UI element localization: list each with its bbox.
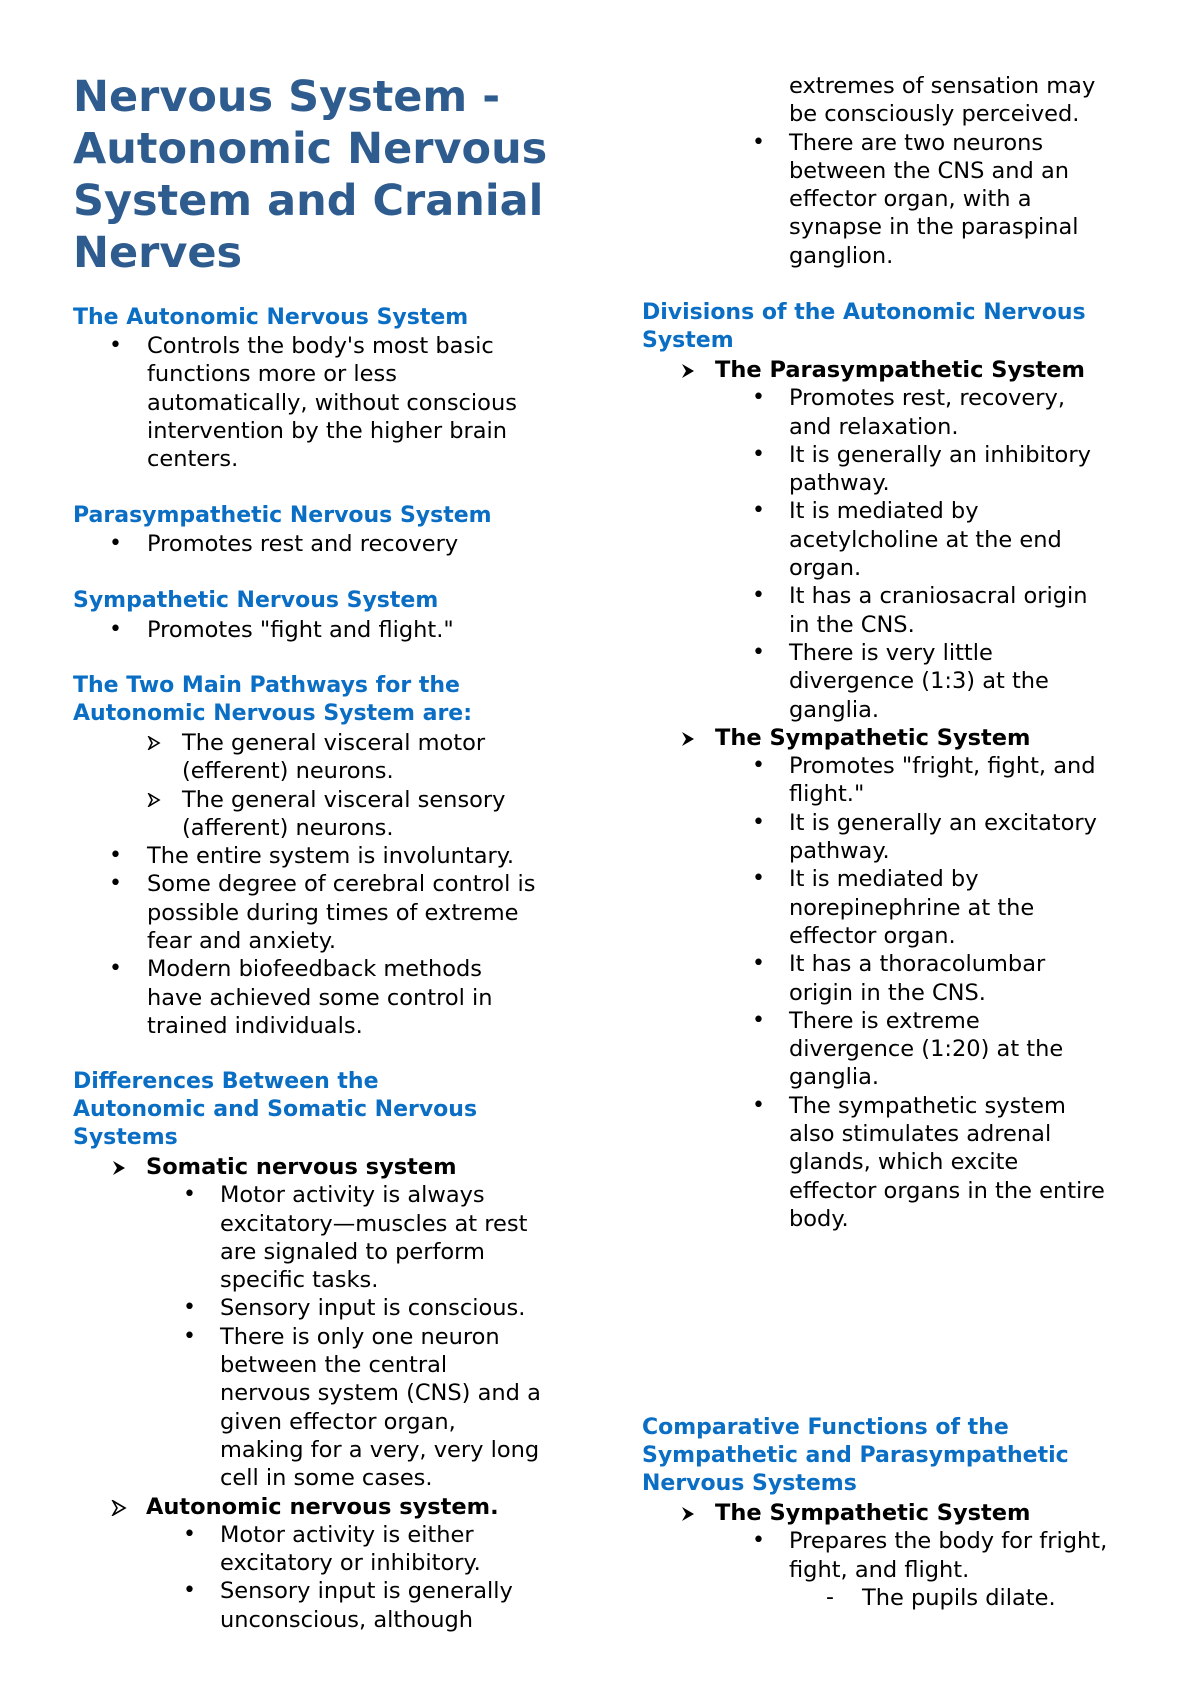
- heading-line: Differences Between the: [73, 1069, 379, 1094]
- text-line: Motor activity is always: [220, 1182, 485, 1209]
- bullet-item: [73, 842, 583, 870]
- arrow-bullet-icon: [680, 1499, 696, 1522]
- bullet-item: [642, 582, 1142, 639]
- differences-list: [73, 1153, 583, 1634]
- bullet-item: [642, 865, 1142, 950]
- text-line: There are two neurons: [789, 129, 1044, 156]
- text-line: The sympathetic system: [789, 1092, 1066, 1119]
- arrow-bullet-icon: [680, 724, 696, 747]
- text-line: effector organs in the entire: [789, 1177, 1105, 1204]
- arrow-item: [642, 1499, 1142, 1527]
- text-line: ganglion.: [789, 242, 894, 269]
- text-line: extremes of sensation may: [789, 73, 1096, 99]
- bullet-item: [73, 1577, 583, 1634]
- bullet-icon: •: [109, 617, 122, 642]
- bullet-item: [73, 616, 583, 644]
- bullet-icon: •: [109, 531, 122, 556]
- text-line: (afferent) neurons.: [182, 814, 394, 841]
- text-line: It has a thoracolumbar: [789, 951, 1046, 978]
- text-line: effector organ.: [789, 922, 956, 949]
- section-heading-divisions: [642, 299, 1086, 355]
- text-line: in the CNS.: [789, 611, 915, 638]
- text-line: It has a craniosacral origin: [789, 583, 1088, 610]
- text-line: Controls the body's most basic: [147, 333, 494, 359]
- subheading-sympathetic: The Sympathetic System: [715, 1500, 1031, 1526]
- text-line: cell in some cases.: [220, 1465, 433, 1492]
- subheading-somatic: Somatic nervous system: [146, 1154, 457, 1180]
- text-line: divergence (1:3) at the: [789, 668, 1049, 695]
- text-line: It is generally an excitatory: [789, 809, 1097, 836]
- text-line: The general visceral sensory: [182, 786, 506, 813]
- text-line: ganglia.: [789, 1064, 880, 1091]
- subheading-parasympathetic: The Parasympathetic System: [715, 357, 1085, 383]
- text-line: fear and anxiety.: [147, 928, 336, 955]
- bullet-icon: •: [752, 1092, 765, 1118]
- text-line: are signaled to perform: [220, 1238, 485, 1265]
- text-line: flight.": [789, 781, 865, 808]
- bullet-icon: •: [752, 385, 765, 411]
- text-line: pathway.: [789, 838, 890, 865]
- heading-line: Comparative Functions of the: [642, 1415, 1009, 1440]
- continued-text: [642, 72, 1142, 129]
- bullet-item: [642, 384, 1142, 441]
- title-line: System and Cranial: [73, 176, 544, 226]
- bullet-item: [73, 955, 583, 1040]
- continued-list: [642, 72, 1142, 270]
- text-line: There is only one neuron: [220, 1323, 500, 1350]
- text-line: norepinephrine at the: [789, 894, 1035, 921]
- text-line: specific tasks.: [220, 1267, 379, 1294]
- text-line: and relaxation.: [789, 413, 959, 440]
- dash-icon: -: [826, 1584, 834, 1610]
- text-line: Motor activity is either: [220, 1521, 474, 1548]
- text-line: acetylcholine at the end: [789, 526, 1062, 553]
- text-line: excitatory—muscles at rest: [220, 1210, 528, 1237]
- text-line: also stimulates adrenal: [789, 1121, 1052, 1148]
- arrow-item: [642, 356, 1142, 384]
- bullet-icon: •: [752, 583, 765, 609]
- text-line: given effector organ,: [220, 1408, 456, 1435]
- bullet-item: [642, 950, 1142, 1007]
- bullet-item: [642, 752, 1142, 809]
- dash-item: [642, 1584, 1142, 1612]
- text-line: possible during times of extreme: [147, 899, 519, 926]
- text-line: centers.: [147, 446, 239, 473]
- bullet-icon: •: [183, 1182, 196, 1208]
- title-line: Nervous System -: [73, 72, 501, 122]
- bullet-icon: •: [752, 639, 765, 665]
- bullet-icon: •: [183, 1323, 196, 1349]
- text-line: There is extreme: [789, 1007, 980, 1034]
- section-heading-parasympathetic: Parasympathetic Nervous System: [73, 503, 492, 528]
- bullet-item: [73, 1521, 583, 1578]
- bullet-icon: •: [183, 1521, 196, 1547]
- arrow-item: [73, 1493, 583, 1521]
- section-heading-comparative: [642, 1414, 1069, 1498]
- text-line: nervous system (CNS) and a: [220, 1380, 541, 1407]
- text-line: divergence (1:20) at the: [789, 1036, 1064, 1063]
- bullet-item: [642, 1092, 1142, 1233]
- text-line: body.: [789, 1205, 849, 1232]
- bullet-item: [642, 441, 1142, 498]
- title-line: Nerves: [73, 228, 243, 278]
- text-line: Promotes "fight and flight.": [147, 617, 454, 643]
- text-line: pathway.: [789, 470, 890, 497]
- arrow-bullet-icon: [111, 1493, 127, 1516]
- bullet-item: [642, 1527, 1142, 1584]
- bullet-item: [73, 1323, 583, 1493]
- bullet-item: [642, 129, 1142, 270]
- text-line: synapse in the paraspinal: [789, 214, 1079, 241]
- arrow-item: [73, 786, 583, 843]
- heading-line: System: [642, 328, 734, 353]
- text-line: functions more or less: [147, 361, 397, 388]
- bullet-icon: •: [752, 129, 765, 155]
- arrow-item: [73, 729, 583, 786]
- bullet-icon: •: [109, 956, 122, 982]
- text-line: Promotes "fright, fight, and: [789, 753, 1096, 780]
- text-line: unconscious, although: [220, 1606, 474, 1633]
- text-line: trained individuals.: [147, 1012, 363, 1039]
- text-line: Promotes rest, recovery,: [789, 385, 1065, 412]
- heading-line: Divisions of the Autonomic Nervous: [642, 300, 1086, 325]
- bullet-item: [642, 497, 1142, 582]
- text-line: automatically, without conscious: [147, 389, 517, 416]
- bullet-item: [73, 1181, 583, 1294]
- text-line: Modern biofeedback methods: [147, 956, 482, 983]
- bullet-icon: •: [109, 871, 122, 897]
- text-line: It is generally an inhibitory: [789, 441, 1091, 468]
- heading-line: Systems: [73, 1125, 178, 1150]
- arrow-item: [73, 1153, 583, 1181]
- arrow-bullet-icon: [147, 786, 161, 807]
- section-heading-differences: [73, 1068, 477, 1152]
- arrow-bullet-icon: [111, 1153, 127, 1176]
- text-line: Some degree of cerebral control is: [147, 871, 536, 898]
- arrow-bullet-icon: [147, 729, 161, 750]
- text-line: excitatory or inhibitory.: [220, 1550, 481, 1577]
- heading-line: Sympathetic and Parasympathetic: [642, 1443, 1069, 1468]
- text-line: origin in the CNS.: [789, 979, 986, 1006]
- text-line: fight, and flight.: [789, 1556, 970, 1583]
- heading-line: Autonomic Nervous System are:: [73, 701, 473, 726]
- text-line: intervention by the higher brain: [147, 417, 508, 444]
- subheading-sympathetic: The Sympathetic System: [715, 724, 1031, 751]
- bullet-icon: •: [109, 843, 122, 869]
- bullet-item: [642, 639, 1142, 724]
- title-line: Autonomic Nervous: [73, 124, 548, 174]
- bullet-item: [642, 809, 1142, 866]
- divisions-list: [642, 356, 1142, 1233]
- bullet-icon: •: [752, 1007, 765, 1033]
- text-line: The entire system is involuntary.: [147, 843, 515, 870]
- bullet-icon: •: [752, 866, 765, 892]
- text-line: organ.: [789, 555, 862, 582]
- text-line: ganglia.: [789, 696, 880, 723]
- section-heading-pathways: [73, 672, 472, 728]
- text-line: between the CNS and an: [789, 157, 1070, 184]
- bullet-icon: •: [183, 1578, 196, 1604]
- text-line: The general visceral motor: [182, 730, 486, 756]
- bullet-item: [73, 332, 583, 473]
- bullet-icon: •: [183, 1295, 196, 1321]
- text-line: Sensory input is conscious.: [220, 1295, 526, 1322]
- section-heading-sympathetic: Sympathetic Nervous System: [73, 588, 439, 613]
- bullet-item: [73, 530, 583, 558]
- heading-line: Autonomic and Somatic Nervous: [73, 1097, 478, 1122]
- text-line: effector organ, with a: [789, 186, 1032, 213]
- bullet-icon: •: [109, 333, 122, 358]
- comparative-list: [642, 1499, 1142, 1612]
- heading-line: The Two Main Pathways for the: [73, 673, 460, 698]
- heading-line: Nervous Systems: [642, 1471, 857, 1496]
- bullet-item: [73, 870, 583, 955]
- bullet-item: [73, 1294, 583, 1322]
- page-title: [73, 71, 547, 279]
- text-line: It is mediated by: [789, 866, 979, 893]
- arrow-item: [642, 724, 1142, 752]
- bullet-icon: •: [752, 951, 765, 977]
- text-line: between the central: [220, 1352, 448, 1379]
- text-line: Sensory input is generally: [220, 1578, 513, 1605]
- text-line: (efferent) neurons.: [182, 758, 394, 785]
- pathways-list: [73, 729, 583, 1040]
- text-line: be consciously perceived.: [789, 101, 1080, 128]
- text-line: There is very little: [789, 639, 993, 666]
- bullet-icon: •: [752, 753, 765, 779]
- bullet-icon: •: [752, 441, 765, 467]
- arrow-bullet-icon: [680, 356, 696, 379]
- bullet-icon: •: [752, 498, 765, 524]
- bullet-item: [642, 1007, 1142, 1092]
- text-line: have achieved some control in: [147, 984, 493, 1011]
- bullet-icon: •: [752, 809, 765, 835]
- text-line: Promotes rest and recovery: [147, 531, 459, 557]
- text-line: The pupils dilate.: [862, 1584, 1056, 1611]
- text-line: making for a very, very long: [220, 1436, 540, 1463]
- text-line: glands, which excite: [789, 1149, 1019, 1176]
- section-heading-ans: The Autonomic Nervous System: [73, 305, 469, 330]
- bullet-icon: •: [752, 1528, 765, 1554]
- subheading-autonomic: Autonomic nervous system.: [146, 1493, 499, 1520]
- text-line: It is mediated by: [789, 498, 979, 525]
- text-line: Prepares the body for fright,: [789, 1528, 1108, 1555]
